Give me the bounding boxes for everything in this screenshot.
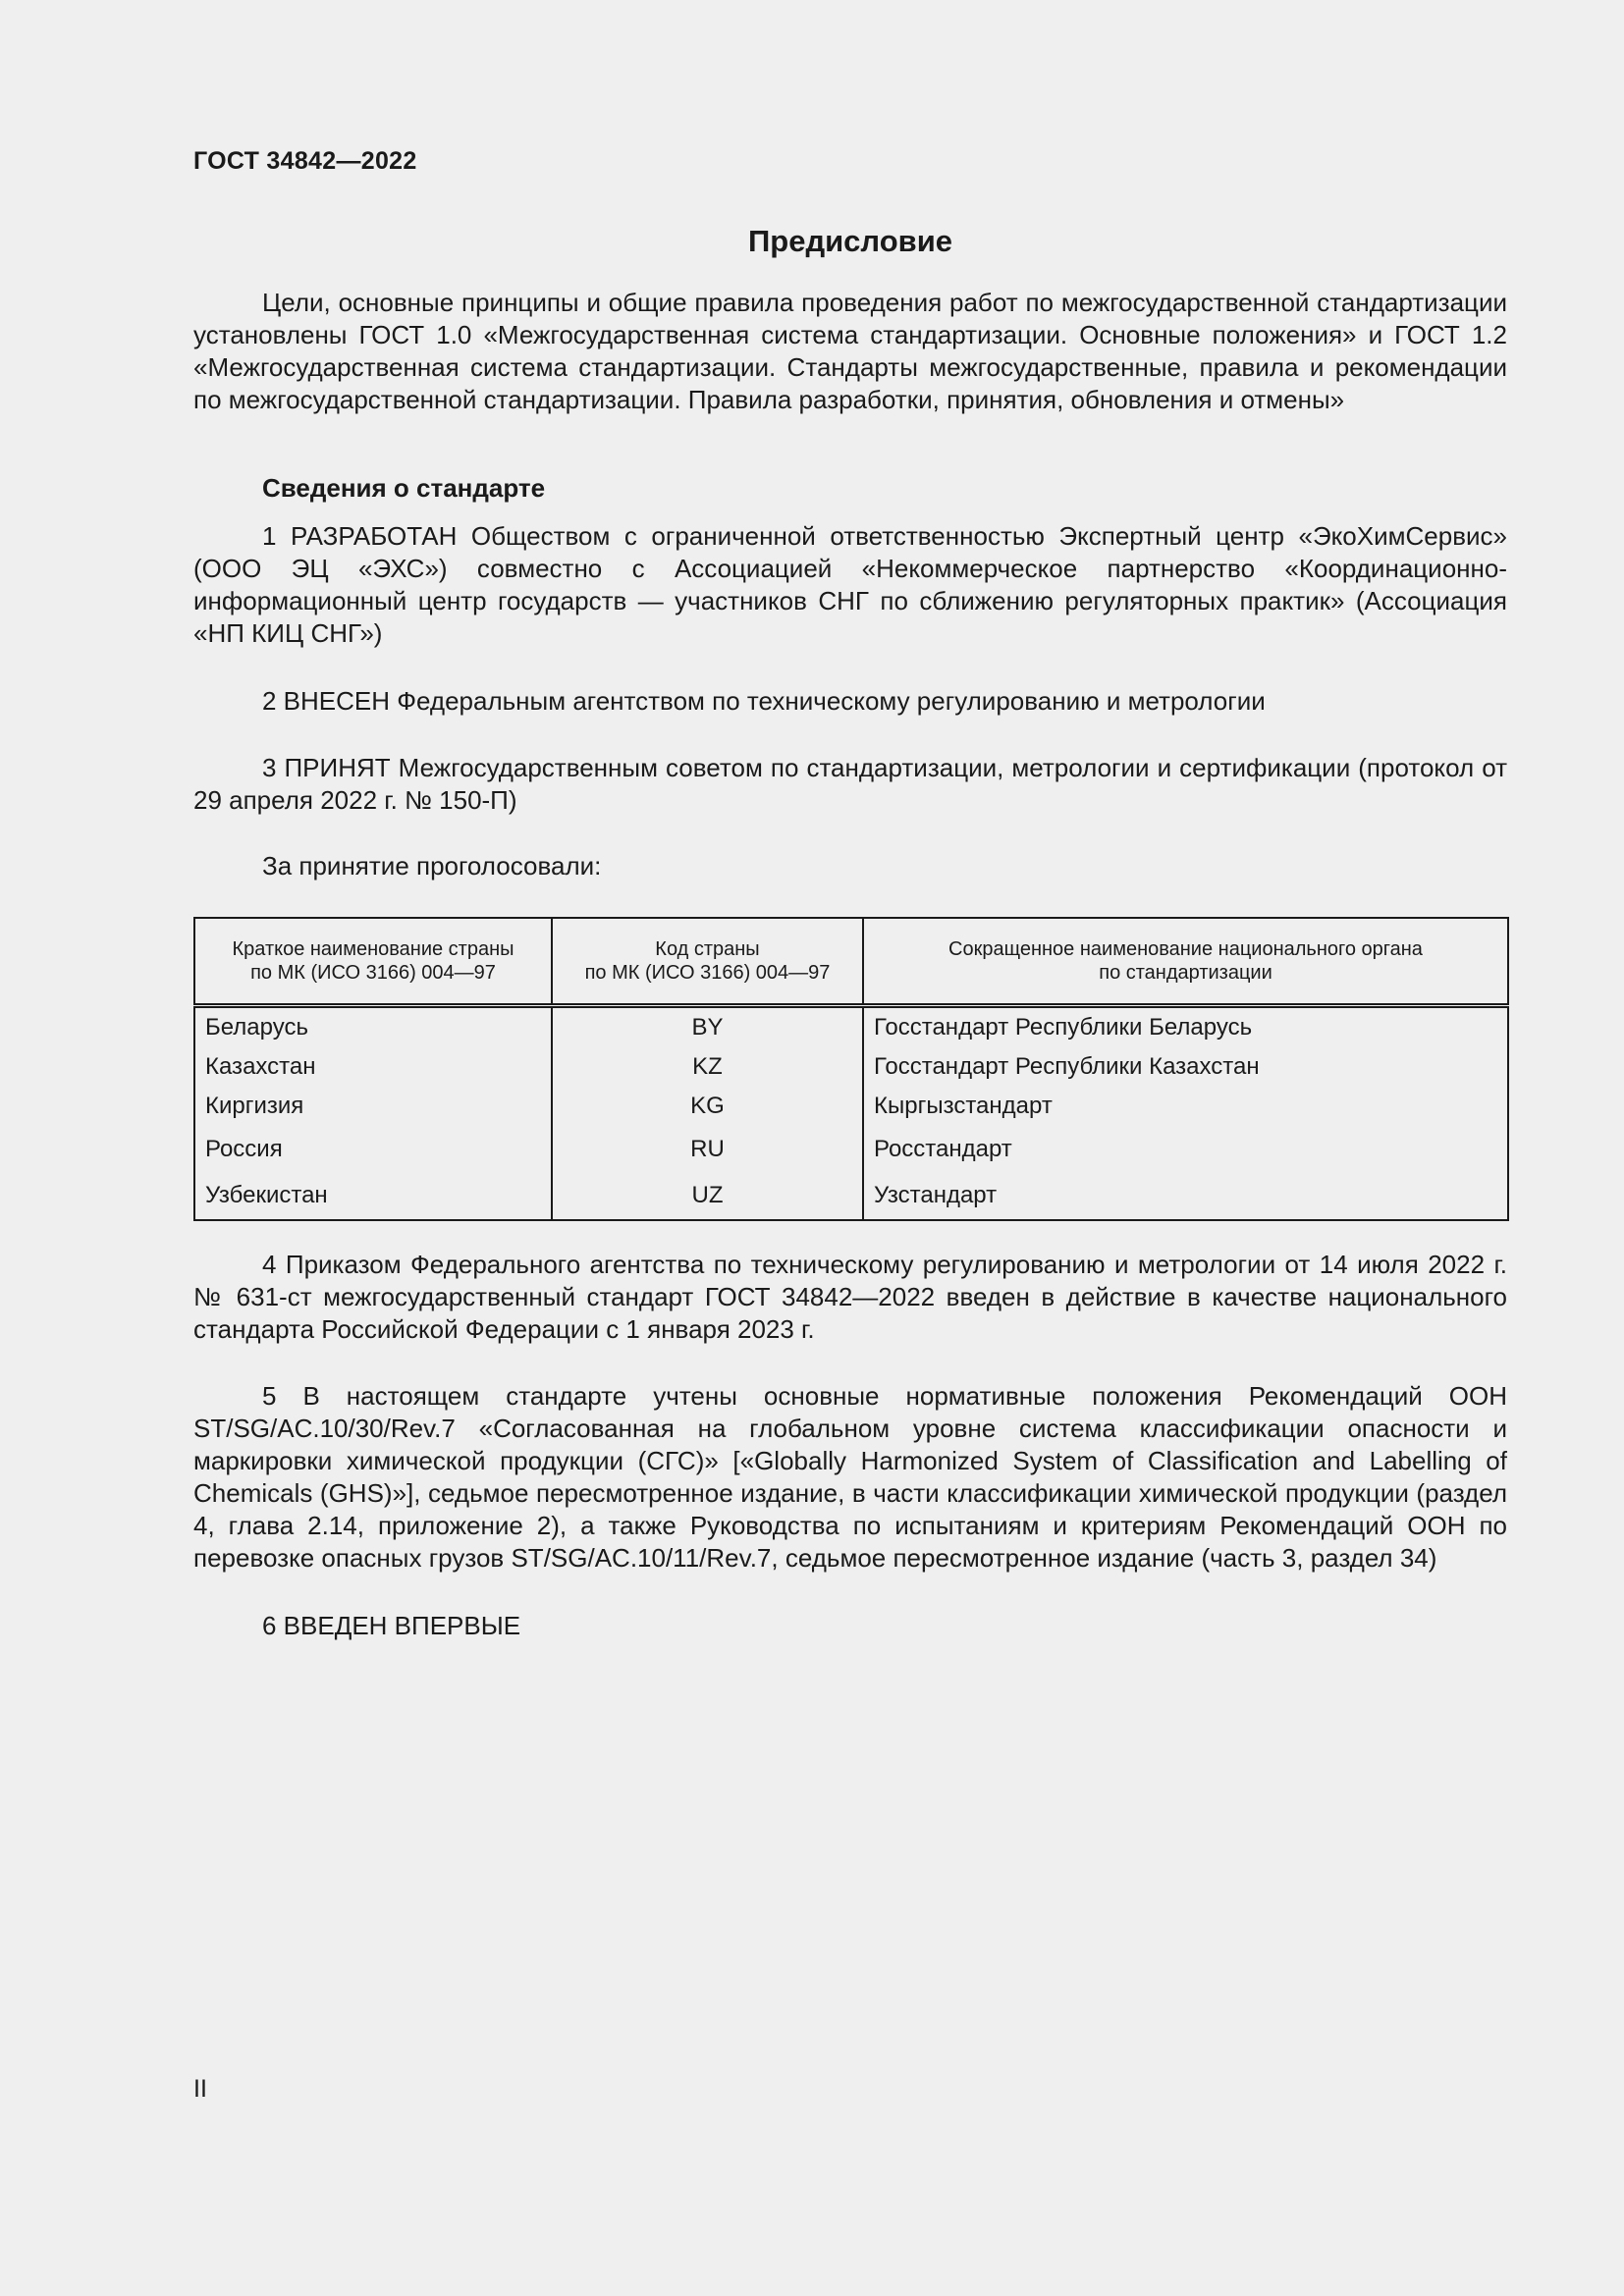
cell-body: Госстандарт Республики Беларусь [863,1006,1508,1047]
cell-code: RU [552,1126,863,1173]
table-row [194,1047,1508,1087]
header-line: по МК (ИСО 3166) 004—97 [250,962,496,984]
header-country-code [552,918,863,1006]
cell-code: UZ [552,1173,863,1220]
cell-country: Казахстан [194,1047,552,1087]
item-1-developed-by: 1 РАЗРАБОТАН Обществом с ограниченной ответственностью Экспертный центр «ЭкоХимСервис» (ООО ЭЦ «ЭХС») совместно с Ассоциацией «Некоммерческое партнерство «Координационно-информационный центр государств — участников СНГ по сближению регуляторных практик» (Ассоциация «НП КИЦ СНГ») [193,521,1507,648]
item-4-enacted: 4 Приказом Федерального агентства по техническому регулированию и метрологии от 14 июля 2022 г. № 631-ст межгосударственный стандарт ГОСТ 34842—2022 введен в действие в качестве национального стандарта Российской Федерации с 1 января 2023 г. [193,1250,1507,1344]
section-heading: Сведения о стандарте [262,473,546,503]
table-row [194,1087,1508,1126]
header-line: Сокращенное наименование национального органа [948,938,1423,960]
document-code: ГОСТ 34842—2022 [193,147,417,175]
table-row [194,1173,1508,1220]
page-number: II [193,2075,207,2103]
header-line: Краткое наименование страны [232,938,514,960]
cell-country: Беларусь [194,1006,552,1047]
item-2-submitted-by: 2 ВНЕСЕН Федеральным агентством по техническому регулированию и метрологии [262,686,1266,716]
header-line: Код страны [655,938,760,960]
cell-body: Росстандарт [863,1126,1508,1173]
vote-intro: За принятие проголосовали: [262,851,602,881]
cell-code: KG [552,1087,863,1126]
header-line: по МК (ИСО 3166) 004—97 [584,962,831,984]
cell-code: KZ [552,1047,863,1087]
cell-code: BY [552,1006,863,1047]
item-6-introduced-first: 6 ВВЕДЕН ВПЕРВЫЕ [262,1611,521,1640]
table-header-row [194,918,1508,1006]
page-title: Предисловие [747,224,952,258]
cell-body: Узстандарт [863,1173,1508,1220]
header-national-body [863,918,1508,1006]
cell-country: Россия [194,1126,552,1173]
cell-body: Кыргызстандарт [863,1087,1508,1126]
item-5-un-recommendations: 5 В настоящем стандарте учтены основные нормативные положения Рекомендаций ООН ST/SG/AC.10/30/Rev.7 «Согласованная на глобальном уровне система классификации опасности и маркировки химической продукции (СГС)» [«Globally Harmonized System of Classification and Labelling of Chemicals (GHS)»], седьмое пересмотренное издание, в части классификации химической продукции (раздел 4, глава 2.14, приложение 2), а также Руководства по испытаниям и критериям Рекомендаций ООН по перевозке опасных грузов ST/SG/AC.10/11/Rev.7, седьмое пересмотренное издание (часть 3, раздел 34) [193,1381,1507,1573]
item-3-adopted-by: 3 ПРИНЯТ Межгосударственным советом по стандартизации, метрологии и сертификации (протокол от 29 апреля 2022 г. № 150-П) [193,753,1507,815]
header-line: по стандартизации [1099,962,1272,984]
table-row [194,1126,1508,1173]
cell-country: Узбекистан [194,1173,552,1220]
voting-countries-table [193,917,1507,1220]
header-country-short-name [194,918,552,1006]
cell-body: Госстандарт Республики Казахстан [863,1047,1508,1087]
intro-paragraph: Цели, основные принципы и общие правила проведения работ по межгосударственной стандартизации установлены ГОСТ 1.0 «Межгосударственная система стандартизации. Основные положения» и ГОСТ 1.2 «Межгосударственная система стандартизации. Стандарты межгосударственные, правила и рекомендации по межгосударственной стандартизации. Правила разработки, принятия, обновления и отмены» [193,288,1507,414]
cell-country: Киргизия [194,1087,552,1126]
table-row [194,1006,1508,1047]
countries-table [193,917,1509,1221]
